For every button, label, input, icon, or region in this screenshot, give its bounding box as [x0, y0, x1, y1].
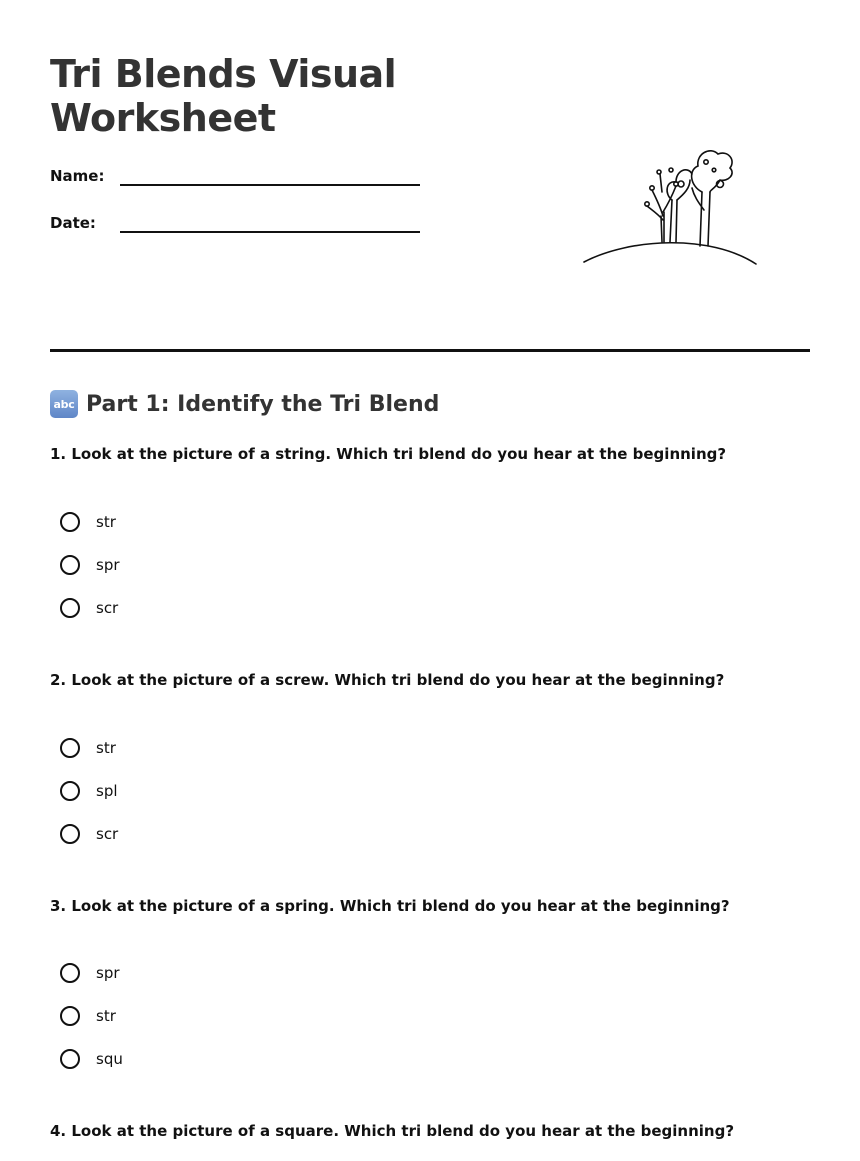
name-line[interactable]	[120, 184, 420, 186]
section-1-title: Part 1: Identify the Tri Blend	[86, 391, 440, 417]
q3-option-1[interactable]	[60, 960, 120, 986]
radio-button[interactable]	[60, 1006, 80, 1026]
question-3: 3. Look at the picture of a spring. Which tri blend do you hear at the beginning?	[50, 897, 730, 915]
option-label: spr	[96, 556, 120, 574]
option-label: scr	[96, 599, 119, 617]
option-label: str	[96, 1007, 116, 1025]
radio-button[interactable]	[60, 738, 80, 758]
date-field[interactable]	[50, 213, 420, 243]
q2-option-1[interactable]	[60, 735, 116, 761]
option-label: spl	[96, 782, 118, 800]
q3-option-3[interactable]	[60, 1046, 123, 1072]
section-1-heading	[50, 388, 439, 420]
option-label: str	[96, 739, 116, 757]
q1-option-2[interactable]	[60, 552, 120, 578]
radio-button[interactable]	[60, 963, 80, 983]
radio-button[interactable]	[60, 824, 80, 844]
name-label: Name:	[50, 167, 105, 185]
q1-option-1[interactable]	[60, 509, 116, 535]
page-title	[50, 52, 396, 140]
radio-button[interactable]	[60, 1049, 80, 1069]
option-label: squ	[96, 1050, 123, 1068]
q2-option-3[interactable]	[60, 821, 118, 847]
question-1: 1. Look at the picture of a string. Which tri blend do you hear at the beginning?	[50, 445, 727, 463]
section-divider	[50, 349, 810, 352]
option-label: spr	[96, 964, 120, 982]
name-field[interactable]	[50, 166, 420, 196]
option-label: str	[96, 513, 116, 531]
date-label: Date:	[50, 214, 96, 232]
date-line[interactable]	[120, 231, 420, 233]
title-line-2: Worksheet	[50, 96, 276, 140]
q1-option-3[interactable]	[60, 595, 118, 621]
option-label: scr	[96, 825, 119, 843]
q2-option-2[interactable]	[60, 778, 118, 804]
q3-option-2[interactable]	[60, 1003, 116, 1029]
question-4: 4. Look at the picture of a square. Which tri blend do you hear at the beginning?	[50, 1122, 735, 1140]
title-line-1: Tri Blends Visual	[50, 52, 397, 96]
radio-button[interactable]	[60, 781, 80, 801]
radio-button[interactable]	[60, 598, 80, 618]
abc-icon: abc	[50, 390, 78, 418]
question-2: 2. Look at the picture of a screw. Which tri blend do you hear at the beginning?	[50, 671, 725, 689]
radio-button[interactable]	[60, 555, 80, 575]
radio-button[interactable]	[60, 512, 80, 532]
trees-on-hill-illustration	[580, 140, 760, 270]
